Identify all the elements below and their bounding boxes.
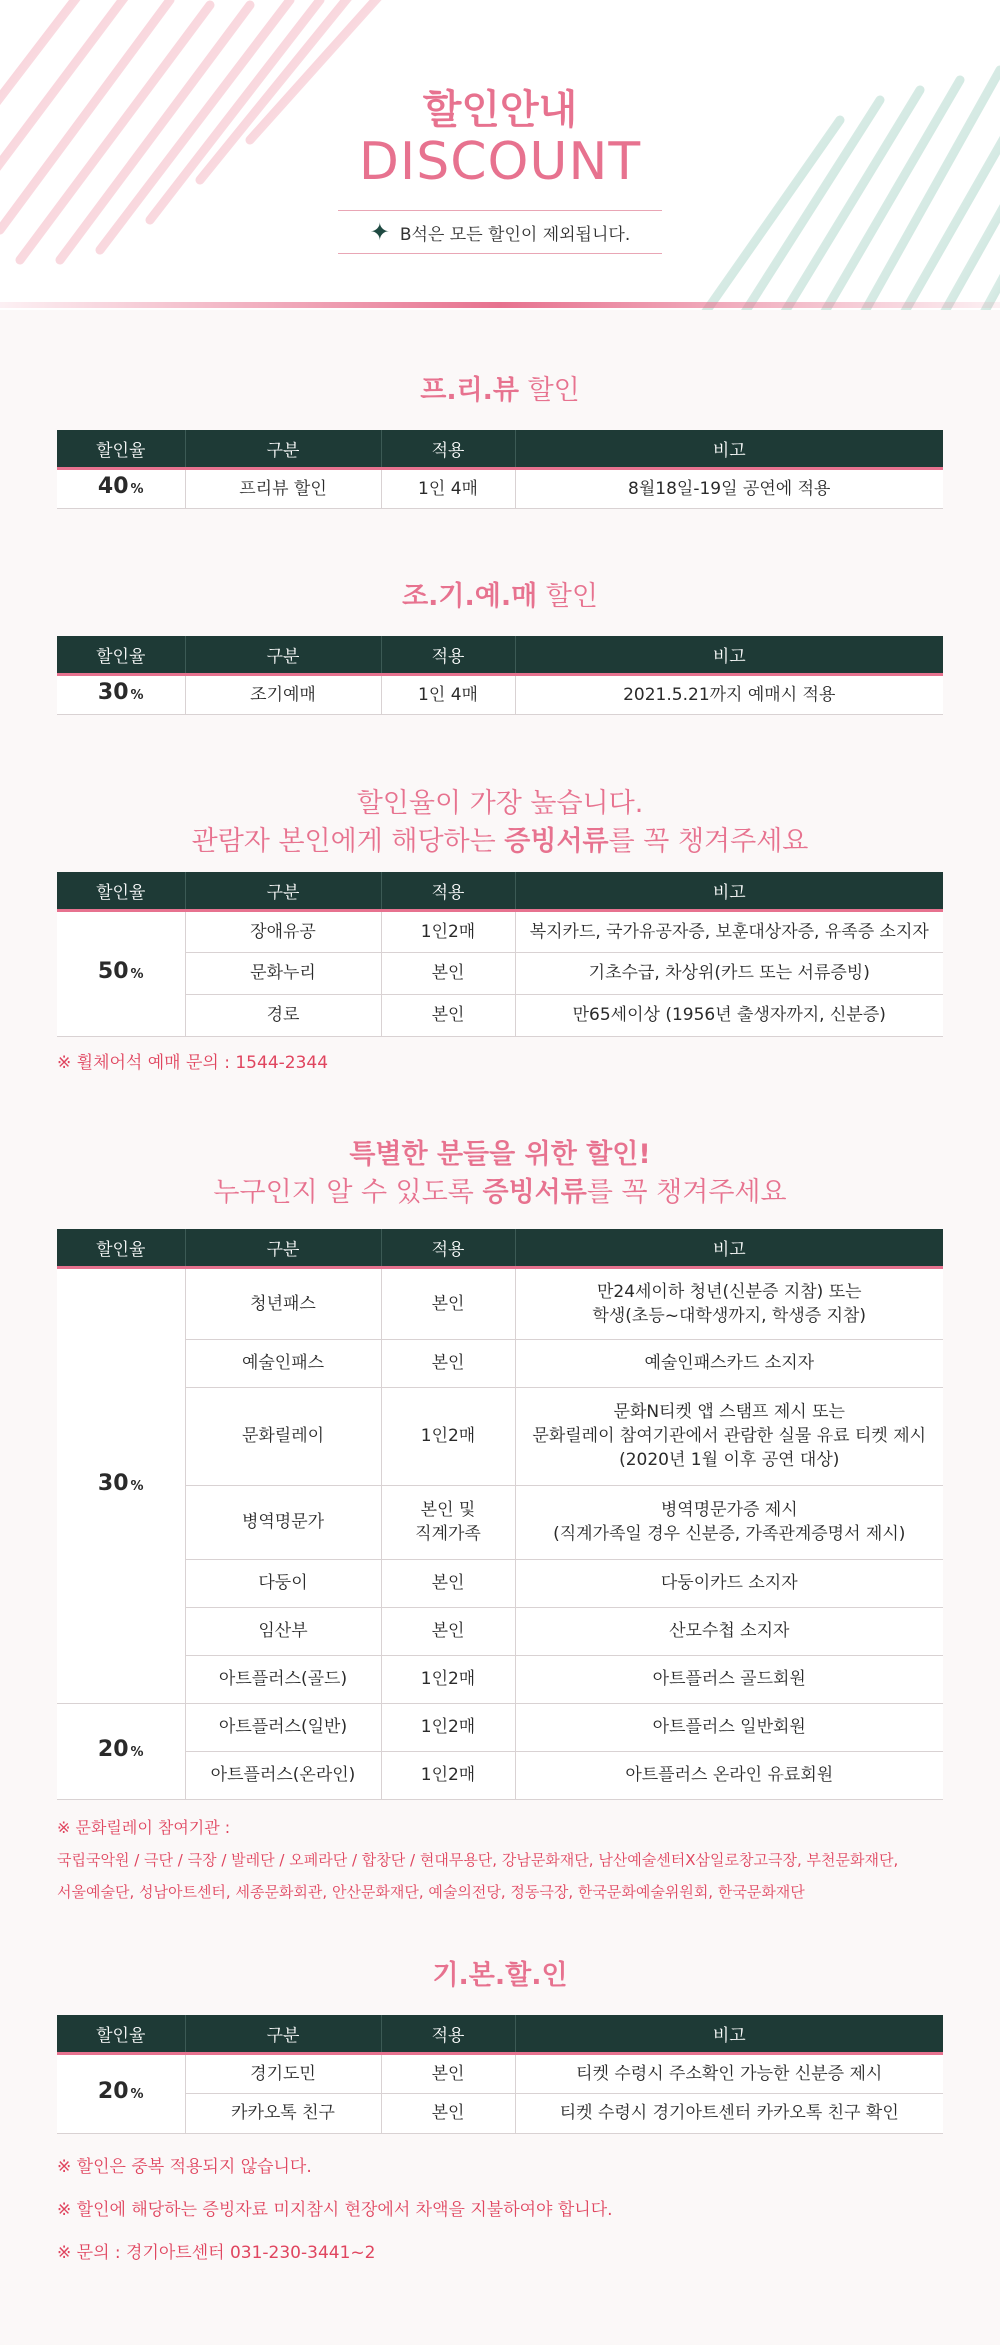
page-title: 할인안내 — [422, 87, 578, 133]
col-note: 비고 — [515, 430, 943, 468]
table-row: 임산부 본인 산모수첩 소지자 — [57, 1607, 943, 1655]
highest-discount-table: 할인율 구분 적용 비고 50 % 장애유공 1인2매 복지카드, 국가유공자증, 보훈대상자증, 유족증 소지자 문화누리 본인 기초수급, 차상위(카드 또는 서류증빙) 경로 본인 만65세이상 (1956년 출생자까지, 신분증) — [57, 872, 943, 1037]
highest-section-title: 할인율이 가장 높습니다. 관람자 본인에게 해당하는 증빙서류를 꼭 챙겨주세요 — [191, 788, 809, 857]
table-row — [57, 468, 943, 508]
table-row: 20 % 경기도민 본인 티켓 수령시 주소확인 가능한 신분증 제시 — [57, 2053, 943, 2093]
early-discount-table: 할인율 구분 적용 비고 30 % 조기예매 1인 4매 2021.5.21까지 예매시 적용 — [57, 636, 943, 715]
header-divider — [0, 302, 1000, 308]
table-row — [57, 674, 943, 714]
table-row: 문화릴레이 1인2매 문화N티켓 앱 스탬프 제시 또는 문화릴레이 참여기관에서 관람한 실물 유료 티켓 제시 (2020년 1월 이후 공연 대상) — [57, 1387, 943, 1485]
table-row: 경로 본인 만65세이상 (1956년 출생자까지, 신분증) — [57, 994, 943, 1036]
table-row: 다둥이 본인 다둥이카드 소지자 — [57, 1559, 943, 1607]
preview-section-title: 프.리.뷰 할인 — [420, 375, 580, 406]
basic-discount-table: 할인율 구분 적용 비고 20 % 경기도민 본인 티켓 수령시 주소확인 가능한 신분증 제시 카카오톡 친구 본인 티켓 수령시 경기아트센터 카카오톡 친구 확인 — [57, 2015, 943, 2134]
col-rate: 할인율 — [57, 430, 185, 468]
note-cell: 2021.5.21까지 예매시 적용 — [515, 674, 943, 714]
plus-icon: ✦ — [369, 218, 390, 246]
rate-cell: 20 % — [57, 2053, 185, 2133]
rate-cell: 30 % — [57, 674, 185, 714]
table-row: 50 % 장애유공 1인2매 복지카드, 국가유공자증, 보훈대상자증, 유족증 소지자 — [57, 910, 943, 952]
table-row: 문화누리 본인 기초수급, 차상위(카드 또는 서류증빙) — [57, 952, 943, 994]
wheelchair-footnote: ※ 휠체어석 예매 문의 : 1544-2344 — [57, 1053, 329, 1073]
category-cell: 프리뷰 할인 — [185, 468, 381, 508]
table-row: 카카오톡 친구 본인 티켓 수령시 경기아트센터 카카오톡 친구 확인 — [57, 2093, 943, 2133]
special-discount-table: 할인율 구분 적용 비고 30 % 청년패스 본인 만24세이하 청년(신분증 지참) 또는 학생(초등~대학생까지, 학생증 지참) 예술인패스 본인 예술인패스카드 소지자 문화릴레이 1인2매 문화N티켓 앱 스탬프 제시 또는 문화릴레이 참여기관에서 관람한 실물 유료 티켓 제시 (2020년 1월 이후 공연 대상) 병역명문가 본인 및 직계가족 병역명문가증 제시 (직계가족일 경우 신분증, 가족관계증명서 제시) 다둥이 본인 다둥이카드 소지자 임산부 본인 산모수첩 소지자 아트플러스(골드) 1인2매 아트플러스 골드회원 20 % 아트플러스(일반) 1인2매 아트플러스 일반회원 아트플러스(온라인) 1인2매 아트플러스 온라인 유료회원 — [57, 1229, 943, 1800]
apply-cell: 1인 4매 — [381, 674, 515, 714]
preview-discount-table — [57, 430, 943, 509]
table-row: 30 % 청년패스 본인 만24세이하 청년(신분증 지참) 또는 학생(초등~대학생까지, 학생증 지참) — [57, 1267, 943, 1339]
table-row: 예술인패스 본인 예술인패스카드 소지자 — [57, 1339, 943, 1387]
col-apply: 적용 — [381, 430, 515, 468]
basic-section-title: 기.본.할.인 — [432, 1960, 568, 1991]
b-seat-notice — [338, 210, 662, 254]
table-row: 아트플러스(골드) 1인2매 아트플러스 골드회원 — [57, 1655, 943, 1703]
category-cell: 조기예매 — [185, 674, 381, 714]
general-notes: ※ 할인은 중복 적용되지 않습니다. ※ 할인에 해당하는 증빙자료 미지참시 현장에서 차액을 지불하여야 합니다. ※ 문의 : 경기아트센터 031-230-3441~2 — [57, 2157, 613, 2263]
rate-cell: 20 % — [57, 1703, 185, 1799]
rate-cell: 30 % — [57, 1267, 185, 1703]
apply-cell: 1인 4매 — [381, 468, 515, 508]
early-section-title: 조.기.예.매 할인 — [402, 581, 598, 612]
col-category: 구분 — [185, 430, 381, 468]
note-cell: 8월18일-19일 공연에 적용 — [515, 468, 943, 508]
hero-header — [0, 0, 1000, 310]
page-subtitle: DISCOUNT — [358, 132, 642, 192]
rate-cell: 50 % — [57, 910, 185, 1036]
table-row: 병역명문가 본인 및 직계가족 병역명문가증 제시 (직계가족일 경우 신분증, 가족관계증명서 제시) — [57, 1485, 943, 1559]
b-seat-notice-text: B석은 모든 할인이 제외됩니다. — [399, 224, 631, 245]
table-row: 20 % 아트플러스(일반) 1인2매 아트플러스 일반회원 — [57, 1703, 943, 1751]
special-section-title: 특별한 분들을 위한 할인! 누구인지 알 수 있도록 증빙서류를 꼭 챙겨주세요 — [213, 1139, 787, 1208]
rate-cell: 40 % — [57, 468, 185, 508]
table-row: 아트플러스(온라인) 1인2매 아트플러스 온라인 유료회원 — [57, 1751, 943, 1799]
culture-relay-footnote: ※ 문화릴레이 참여기관 : 국립국악원 / 극단 / 극장 / 발레단 / 오페라단 / 합창단 / 현대무용단, 강남문화재단, 남산예술센터X삼일로창고극장, 부천문화재단, 서울예술단, 성남아트센터, 세종문화회관, 안산문화재단, 예술의전당, 정동극장, 한국문화예술위원회, 한국문화재단 — [57, 1818, 899, 1901]
